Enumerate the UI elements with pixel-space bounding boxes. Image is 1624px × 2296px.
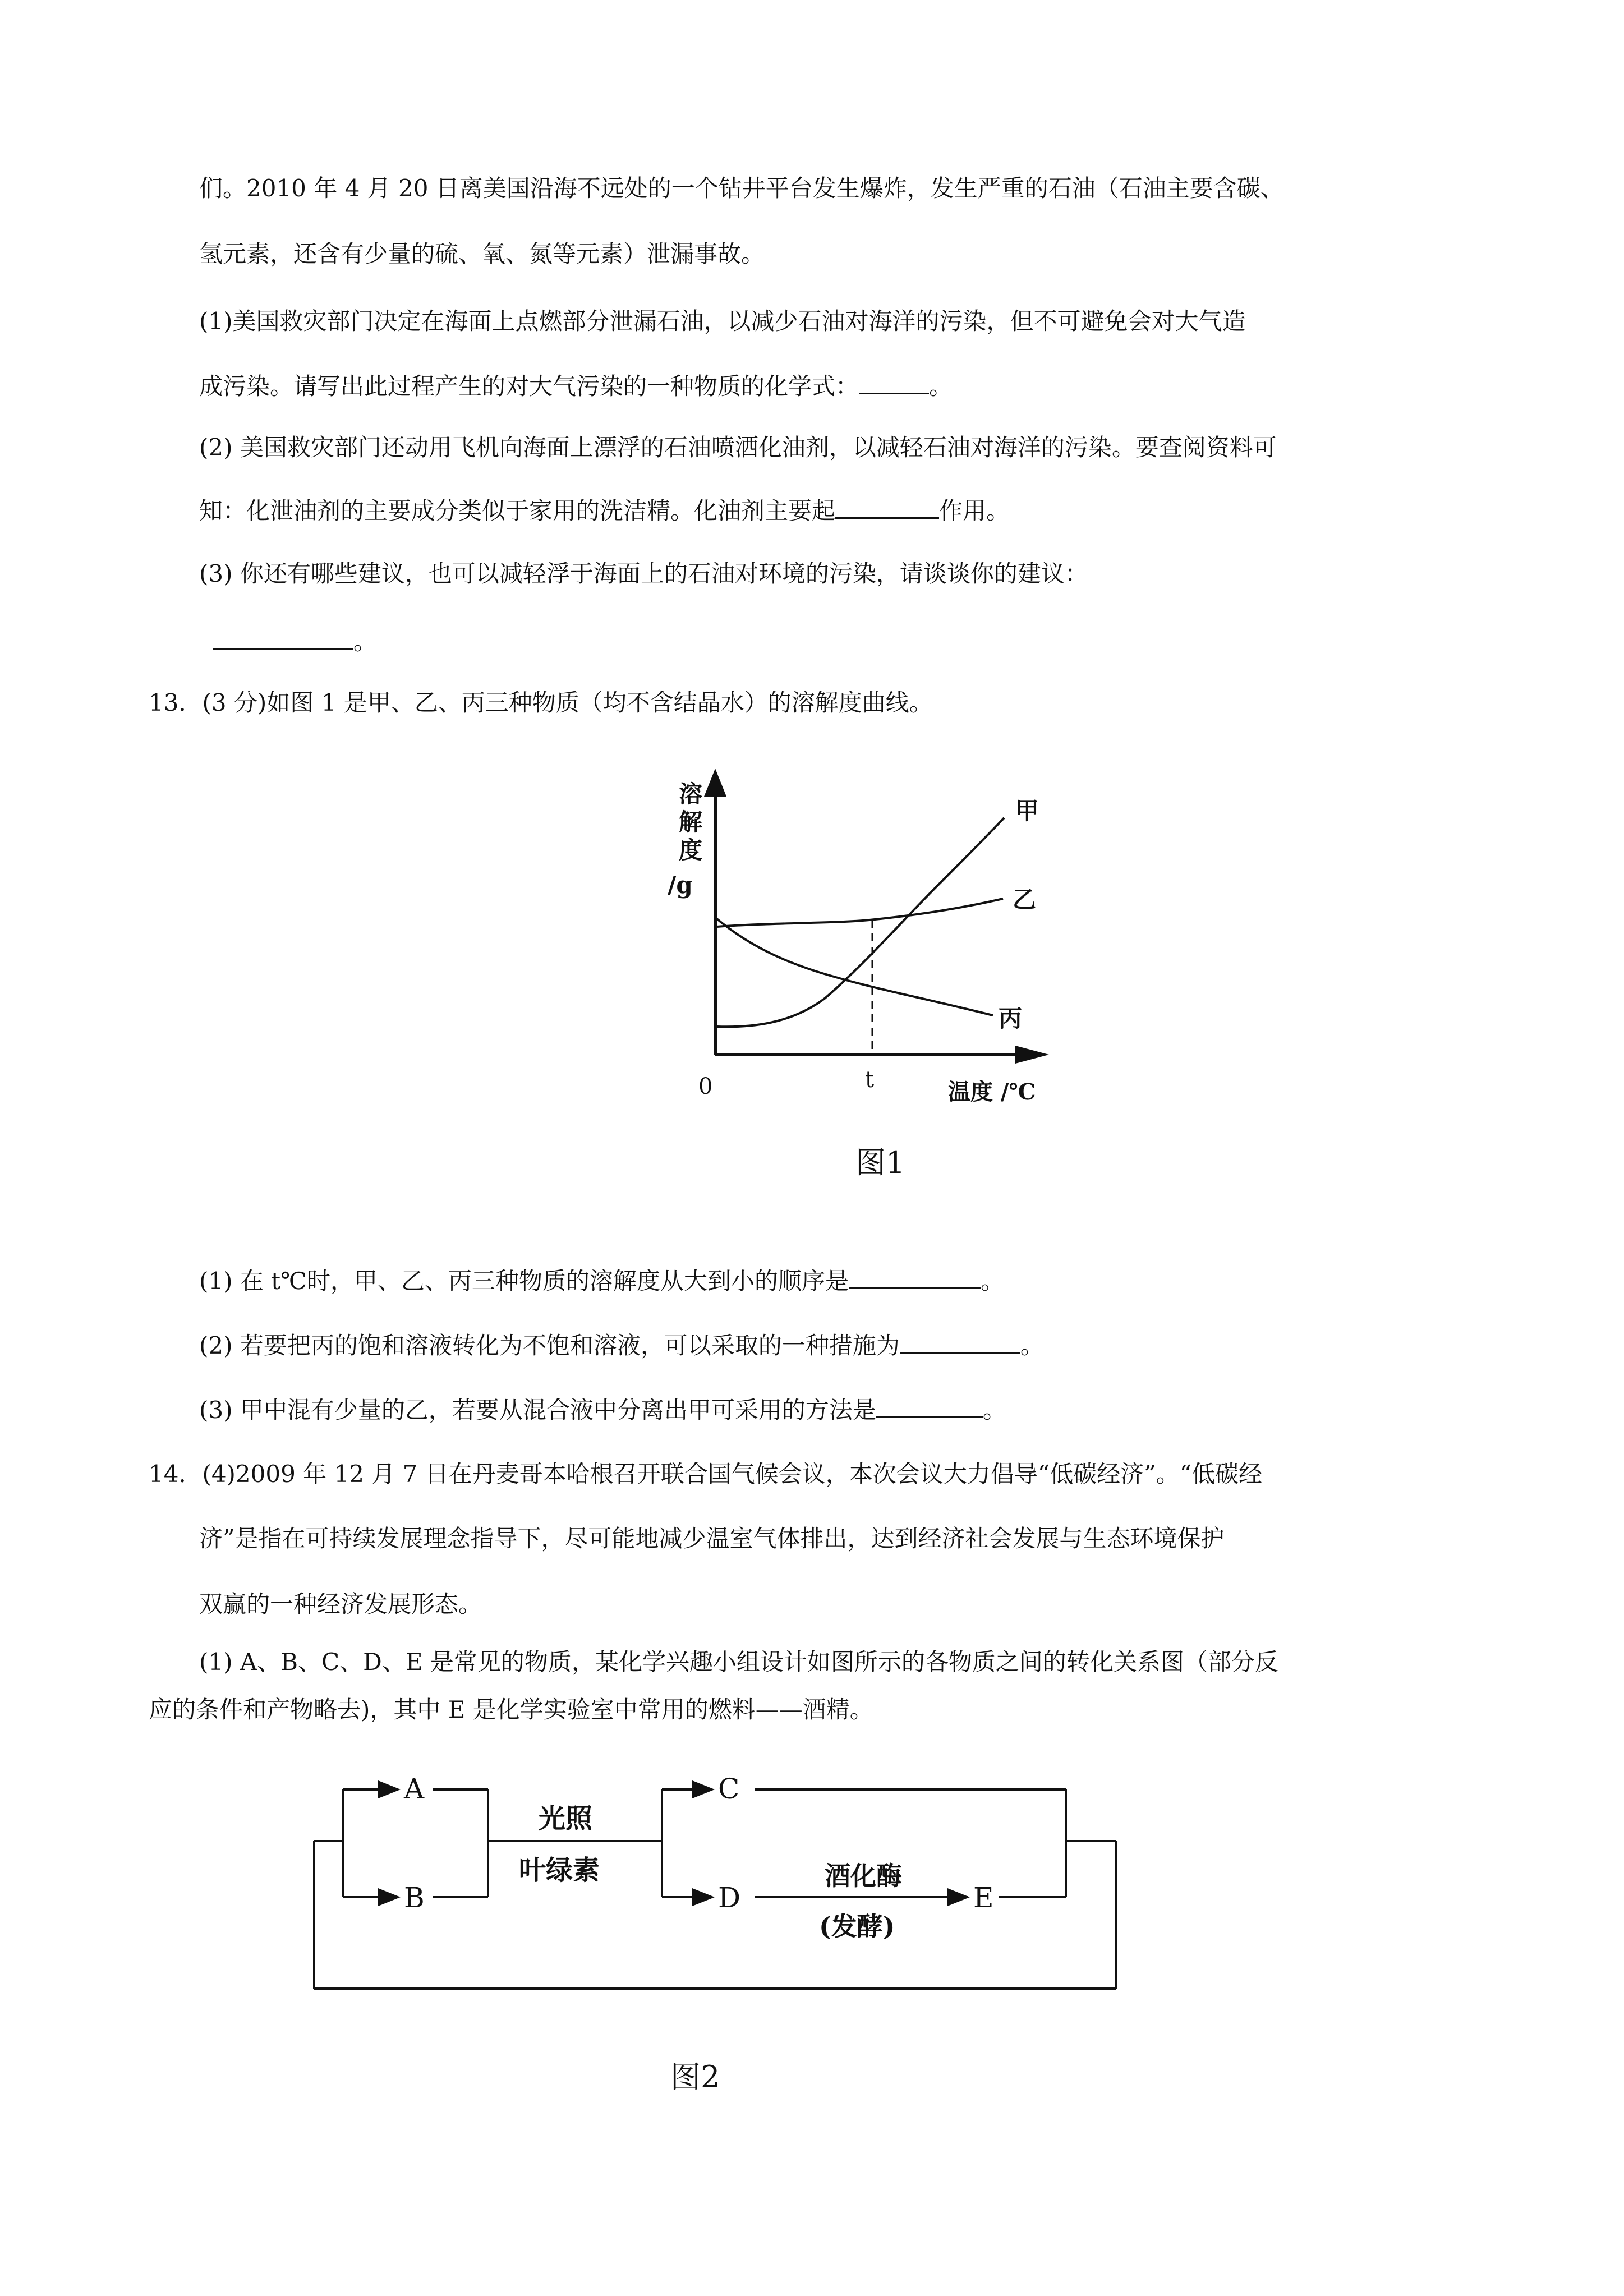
q14-part1-line1: (1) A、B、C、D、E 是常见的物质，某化学兴趣小组设计如图所示的各物质之间的转化关系图（部分反 — [199, 1648, 1278, 1676]
answer-blank[interactable] — [849, 1265, 981, 1289]
q13-part3-end: 。 — [982, 1396, 1006, 1424]
q13-part3 — [199, 1394, 1006, 1426]
x-axis-arrow-icon — [1015, 1046, 1049, 1064]
q14-stem-line2: 济”是指在可持续发展理念指导下，尽可能地减少温室气体排出，达到经济社会发展与生态环境保护 — [199, 1525, 1225, 1552]
y-label-unit: /g — [668, 871, 693, 899]
q14-stem-line1: 14．(4)2009 年 12 月 7 日在丹麦哥本哈根召开联合国气候会议，本次会议大力倡导“低碳经济”。“低碳经 — [149, 1460, 1263, 1488]
answer-blank[interactable] — [213, 625, 353, 650]
conversion-diagram — [303, 1767, 1156, 2008]
origin-label: 0 — [698, 1074, 713, 1099]
x-axis-label: 温度 /℃ — [948, 1079, 1036, 1105]
answer-blank[interactable] — [835, 495, 939, 519]
q14-stem-line3: 双赢的一种经济发展形态。 — [199, 1590, 482, 1618]
q12-part1-end: 。 — [929, 372, 953, 400]
curve-jia — [717, 818, 1004, 1027]
q13-part3-text: (3) 甲中混有少量的乙，若要从混合液中分离出甲可采用的方法是 — [199, 1396, 876, 1424]
q12-part2-line1: (2) 美国救灾部门还动用飞机向海面上漂浮的石油喷洒化油剂，以减轻石油对海洋的污染。要查阅资料可 — [199, 434, 1277, 461]
q13-part2-text: (2) 若要把丙的饱和溶液转化为不饱和溶液，可以采取的一种措施为 — [199, 1332, 900, 1359]
q12-part2-end: 作用。 — [939, 497, 1010, 524]
curve-yi — [717, 899, 1003, 927]
y-axis-arrow-icon — [704, 769, 726, 797]
q13-part2-end: 。 — [1020, 1332, 1044, 1359]
node-A: A — [404, 1773, 425, 1805]
t-tick-label: t — [865, 1067, 875, 1093]
q13-stem: 13．(3 分)如图 1 是甲、乙、丙三种物质（均不含结晶水）的溶解度曲线。 — [149, 689, 933, 716]
y-label-char: 度 — [679, 836, 703, 864]
label-yi: 乙 — [1013, 886, 1037, 913]
answer-blank[interactable] — [859, 370, 929, 394]
q12-part1-line1: (1)美国救灾部门决定在海面上点燃部分泄漏石油，以减少石油对海洋的污染，但不可避免会对大气造 — [199, 307, 1246, 335]
answer-blank[interactable] — [900, 1329, 1020, 1354]
q12-part3-line2 — [213, 625, 377, 657]
condition-light: 光照 — [539, 1803, 593, 1834]
q13-part1-end: 。 — [981, 1267, 1005, 1295]
answer-blank[interactable] — [876, 1394, 983, 1418]
node-E: E — [973, 1881, 994, 1914]
node-C: C — [718, 1773, 740, 1805]
q12-intro-line1: 们。2010 年 4 月 20 日离美国沿海不远处的一个钻井平台发生爆炸，发生严重的石油（石油主要含碳、 — [199, 174, 1284, 202]
label-jia: 甲 — [1015, 797, 1039, 825]
q12-intro-line2: 氢元素，还含有少量的硫、氧、氮等元素）泄漏事故。 — [199, 240, 765, 268]
q12-part3-end: 。 — [353, 628, 378, 655]
q12-part2-text: 知：化泄油剂的主要成分类似于家用的洗洁精。化油剂主要起 — [199, 497, 836, 524]
label-bing: 丙 — [999, 1005, 1023, 1032]
q12-part2-line2 — [199, 495, 1010, 527]
node-D: D — [718, 1881, 741, 1914]
q12-part1-text: 成污染。请写出此过程产生的对大气污染的一种物质的化学式： — [199, 372, 859, 400]
q13-part2 — [199, 1329, 1044, 1361]
q12-part3-line1: (3) 你还有哪些建议，也可以减轻浮于海面上的石油对环境的污染，请谈谈你的建议： — [199, 560, 1088, 587]
condition-fermentation: (发酵) — [819, 1911, 895, 1941]
figure1-caption: 图1 — [855, 1145, 905, 1180]
q12-part1-line2 — [199, 370, 953, 402]
curve-bing — [717, 919, 993, 1015]
q14-part1-line2: 应的条件和产物略去)，其中 E 是化学实验室中常用的燃料——酒精。 — [149, 1696, 873, 1723]
y-label-char: 溶 — [679, 780, 703, 808]
q13-part1-text: (1) 在 t℃时，甲、乙、丙三种物质的溶解度从大到小的顺序是 — [199, 1267, 849, 1295]
q13-part1 — [199, 1265, 1004, 1297]
solubility-curve-figure — [623, 769, 1066, 1116]
condition-enzyme: 酒化酶 — [825, 1861, 902, 1891]
figure2-caption: 图2 — [670, 2059, 720, 2095]
condition-chlorophyll: 叶绿素 — [519, 1855, 600, 1886]
y-label-char: 解 — [679, 808, 703, 836]
node-B: B — [404, 1881, 425, 1914]
